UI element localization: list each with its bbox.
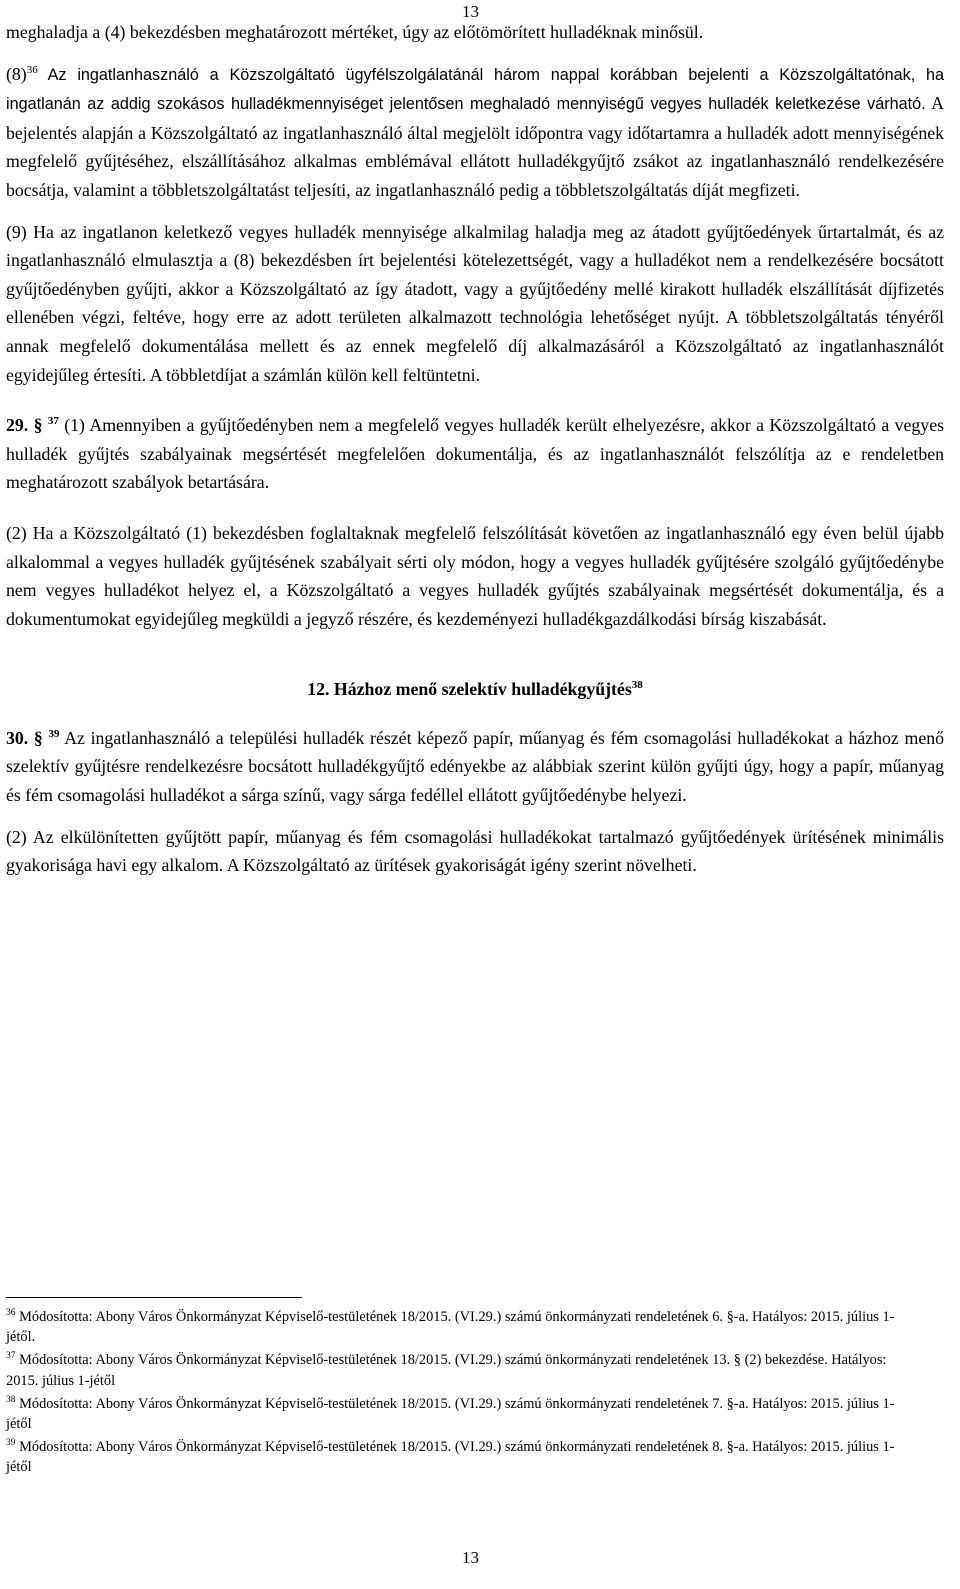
paragraph-continuation [6, 18, 944, 47]
footnote-ref-37[interactable]: 37 [47, 415, 59, 428]
footnote-text: Módosította: Abony Város Önkormányzat Képviselő-testületének 18/2015. (VI.29.) számú önkormányzati rendeletének 6. §-a. Hatályos: 2015. július 1-jétől. [6, 1309, 895, 1346]
footnote-separator [6, 1297, 302, 1298]
footnote-37 [6, 1350, 910, 1390]
footnote-text: Módosította: Abony Város Önkormányzat Képviselő-testületének 18/2015. (VI.29.) számú önkormányzati rendeletének 13. § (2) bekezdése. Hatályos: 2015. július 1-jétől [6, 1352, 887, 1389]
section-29-paragraph-1 [6, 411, 944, 497]
section-29-paragraph-2 [6, 519, 944, 633]
footnote-39 [6, 1437, 910, 1477]
footnote-text: Módosította: Abony Város Önkormányzat Képviselő-testületének 18/2015. (VI.29.) számú önkormányzati rendeletének 7. §-a. Hatályos: 2015. július 1-jétől [6, 1395, 895, 1433]
paragraph-8 [6, 60, 944, 205]
section-30-paragraph-2 [6, 823, 944, 880]
paragraph-9 [6, 218, 944, 390]
footnote-number: 37 [6, 1351, 16, 1362]
section-number: 30. [6, 727, 29, 748]
paragraph-text: (2) Ha a Közszolgáltató (1) bekezdésben foglaltaknak megfelelő felszólítását követően az ingatlanhasználó egy éven belül újabb alkalommal a vegyes hulladék gyűjtésének szabályait sérti oly módon, hogy a vegyes hulladék gyűjtésére szolgáló gyűjtőedénybe nem vegyes hulladékot helyez el, a Közszolgáltató a vegyes hulladék gyűjtés szabályainak megsértését dokumentálja, és a dokumentumokat egyidejűleg megküldi a jegyző részére, és kezdeményezi hulladékgazdálkodási bírság kiszabását. [6, 522, 944, 629]
page-number-bottom: 13 [462, 1548, 479, 1567]
footnote-number: 38 [6, 1395, 16, 1406]
footnote-ref-36[interactable]: 36 [26, 63, 38, 76]
footnote-number: 36 [6, 1308, 16, 1319]
paragraph-lead: (8) [6, 63, 27, 84]
footnote-ref-39[interactable]: 39 [48, 727, 60, 740]
main-text [6, 18, 944, 893]
section-sign: § [28, 727, 43, 748]
section-sign: § [28, 415, 43, 436]
paragraph-text: A bejelentés alapján a Közszolgáltató az ingatlanhasználó által megjelölt időpontra vagy időtartamra a hulladék adott mennyiségének megfelelő gyűjtéséhez, elszállításához alkalmas emblémával ellátott hulladékgyűjtő zsákot az ingatlanhasználó rendelkezésére bocsátja, valamint a többletszolgáltatást teljesíti, az ingatlanhasználó pedig a többletszolgáltatás díját megfizeti. [6, 93, 944, 200]
footnotes [6, 1307, 910, 1481]
footnote-36 [6, 1307, 910, 1347]
paragraph-text: (2) Az elkülönítetten gyűjtött papír, műanyag és fém csomagolási hulladékokat tartalmazó gyűjtőedények ürítésének minimális gyakorisága havi egy alkalom. A Közszolgáltató az ürítések gyakoriságát igény szerint növelheti. [6, 826, 944, 876]
paragraph-text: (9) Ha az ingatlanon keletkező vegyes hulladék mennyisége alkalmilag haladja meg az átadott gyűjtőedények űrtartalmát, és az ingatlanhasználó elmulasztja a (8) bekezdésben írt bejelentési kötelezettségét, vagy a hulladékot nem a rendelkezésére bocsátott gyűjtőedényben gyűjti, akkor a Közszolgáltató az így átadott, vagy a gyűjtőedény mellé kirakott hulladék elszállítását díjfizetés ellenében végzi, feltéve, hogy erre az adott területen alkalmazott technológia lehetőséget nyújt. [6, 221, 944, 328]
page-number-top: 13 [462, 2, 479, 21]
footnote-number: 39 [6, 1438, 16, 1449]
paragraph-text: Az ingatlanhasználó a települési hulladék részét képező papír, műanyag és fém csomagolási hulladékokat a házhoz menő szelektív gyűjtésre rendelkezésre bocsátott hulladékgyűjtő edényekbe az alábbiak szerint külön gyűjti úgy, hogy a papír, műanyag és fém csomagolási hulladékot a sárga színű, vagy sárga fedéllel ellátott gyűjtőedénybe helyezi. [6, 727, 945, 806]
footnote-38 [6, 1394, 910, 1434]
section-heading [6, 675, 944, 704]
heading-text: 12. Házhoz menő szelektív hulladékgyűjtés [307, 679, 632, 700]
section-30-paragraph-1 [6, 724, 944, 810]
section-number: 29. [6, 415, 29, 436]
paragraph-text: meghaladja a (4) bekezdésben meghatározott mértéket, úgy az előtömörített hulladéknak minősül. [6, 22, 704, 42]
footnote-ref-38[interactable]: 38 [631, 679, 643, 692]
footnote-text: Módosította: Abony Város Önkormányzat Képviselő-testületének 18/2015. (VI.29.) számú önkormányzati rendeletének 8. §-a. Hatályos: 2015. július 1-jétől [6, 1439, 895, 1476]
paragraph-text: (1) Amennyiben a gyűjtőedényben nem a megfelelő vegyes hulladék került elhelyezésre, akkor a Közszolgáltató a vegyes hulladék gyűjtés szabályainak megsértését megfelelően dokumentálja, és az ingatlanhasználót felszólítja az e rendeletben meghatározott szabályok betartására. [6, 415, 945, 493]
paragraph-text-continued: A többletszolgáltatás tényéről annak megfelelő dokumentálása mellett és az ennek megfelelő díj alkalmazásáról a Közszolgáltató az ingatlanhasználót egyidejűleg értesíti. A többletdíjat a számlán külön kell feltüntetni. [6, 307, 944, 385]
paragraph-text-sans: Az ingatlanhasználó a Közszolgáltató ügyfélszolgálatánál három nappal korábban bejelenti a Közszolgáltatónak, ha ingatlanán az addig szokásos hulladékmennyiséget jelentősen meghaladó mennyiségű vegyes hulladék keletkezése várható. [6, 65, 944, 114]
